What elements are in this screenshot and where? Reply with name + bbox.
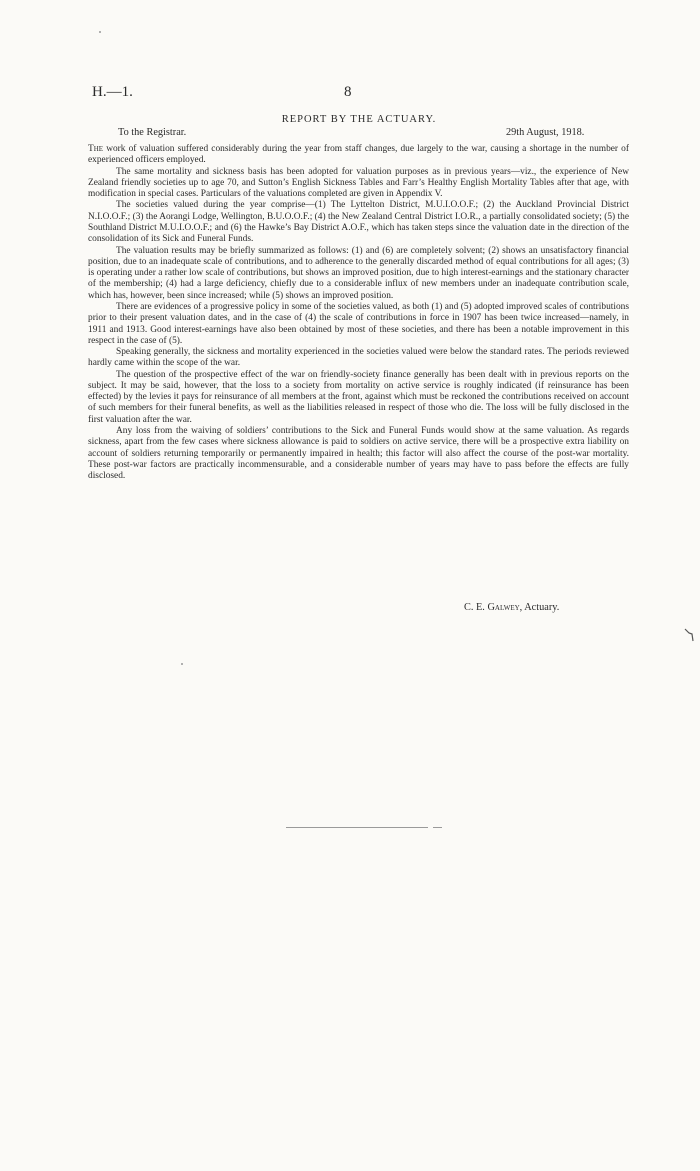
scan-speck <box>181 663 183 665</box>
scan-edge-mark <box>684 628 694 642</box>
paragraph-7: The question of the prospective effect of the war on friendly-society finance generally has been dealt with in previous reports on the subject. It may be said, however, that the loss to a society from mortality on active service is roughly indicated (if reinsurance has been effected) by the levies it pays for reinsurance of all members at the front, against which must be reckoned the contributions received on account of such members for their funeral benefits, as well as the liabilities released in respect of those who die. The loss will be fully disclosed in the first valuation after the war. <box>88 369 629 425</box>
paragraph-6: Speaking generally, the sickness and mortality experienced in the societies valued were below the standard rates. The periods reviewed hardly came within the scope of the war. <box>88 347 629 369</box>
closing-rule-tail <box>433 827 442 828</box>
signature-initials: C. E. <box>464 602 488 613</box>
closing-rule <box>286 827 428 828</box>
paragraph-2: The same mortality and sickness basis has been adopted for valuation purposes as in previous years—viz., the experience of New Zealand friendly societies up to age 70, and Sutton’s English Sickness Tables and Farr’s Healthy English Mortality Tables after that age, with modification in special cases. Particulars of the valuations completed are given in Appendix V. <box>88 166 629 200</box>
paragraph-3: The societies valued during the year comprise—(1) The Lyttelton District, M.U.I.O.O.F.; (2) the Auckland Provincial District N.I.O.O.F.; (3) the Aorangi Lodge, Wellington, B.U.O.O.F.; (4) the New Zealand Central District I.O.R., a partially consolidated society; (5) the Southland District M.U.I.O.O.F.; and (6) the Hawke’s Bay District A.O.F., which has taken steps since the valuation date in the direction of the consolidation of its Sick and Funeral Funds. <box>88 200 629 245</box>
signature-surname: Galwey <box>487 602 520 613</box>
paragraph-5: There are evidences of a progressive policy in some of the societies valued, as both (1) and (5) adopted improved scales of contributions prior to their present valuation dates, and in the case of (4) the scale of contributions in force in 1907 has been twice increased—namely, in 1911 and 1913. Good interest-earnings have also been obtained by most of these societies, and there has been a notable improvement in this respect in the case of (5). <box>88 301 629 346</box>
paragraph-1-lead: The <box>88 144 104 154</box>
salutation: To the Registrar. <box>118 127 187 138</box>
page-identifier: H.—1. <box>92 84 133 100</box>
paragraph-1 <box>88 144 629 167</box>
report-title: REPORT BY THE ACTUARY. <box>281 114 437 125</box>
paragraph-1-text: work of valuation suffered considerably during the year from staff changes, due largely to the war, causing a shortage in the number of experienced officers employed. <box>88 144 629 166</box>
paragraph-4: The valuation results may be briefly summarized as follows: (1) and (6) are completely solvent; (2) shows an unsatisfactory financial position, due to an inadequate scale of contributions, and to adherence to the generally discarded method of equal contributions for all ages; (3) is operating under a rather low scale of contributions, but shows an improved position, due to high interest-earnings and the stationary character of the membership; (4) had a large deficiency, chiefly due to a considerable influx of new members under an inadequate contribution scale, which has, however, been since increased; while (5) shows an improved position. <box>88 245 629 301</box>
report-body <box>88 144 629 482</box>
scan-speck <box>99 31 101 33</box>
signature <box>464 602 559 613</box>
page-number: 8 <box>344 84 352 100</box>
signature-title: , Actuary. <box>519 602 560 613</box>
paragraph-8: Any loss from the waiving of soldiers’ contributions to the Sick and Funeral Funds would show at the same valuation. As regards sickness, apart from the few cases where sickness allowance is paid to soldiers on active service, there will be a prospective extra liability on account of soldiers returning temporarily or permanently impaired in health; this factor will also affect the course of the post-war mortality. These post-war factors are practically incommensurable, and a considerable number of years may have to pass before the effects are fully disclosed. <box>88 426 629 482</box>
report-date: 29th August, 1918. <box>506 127 585 138</box>
